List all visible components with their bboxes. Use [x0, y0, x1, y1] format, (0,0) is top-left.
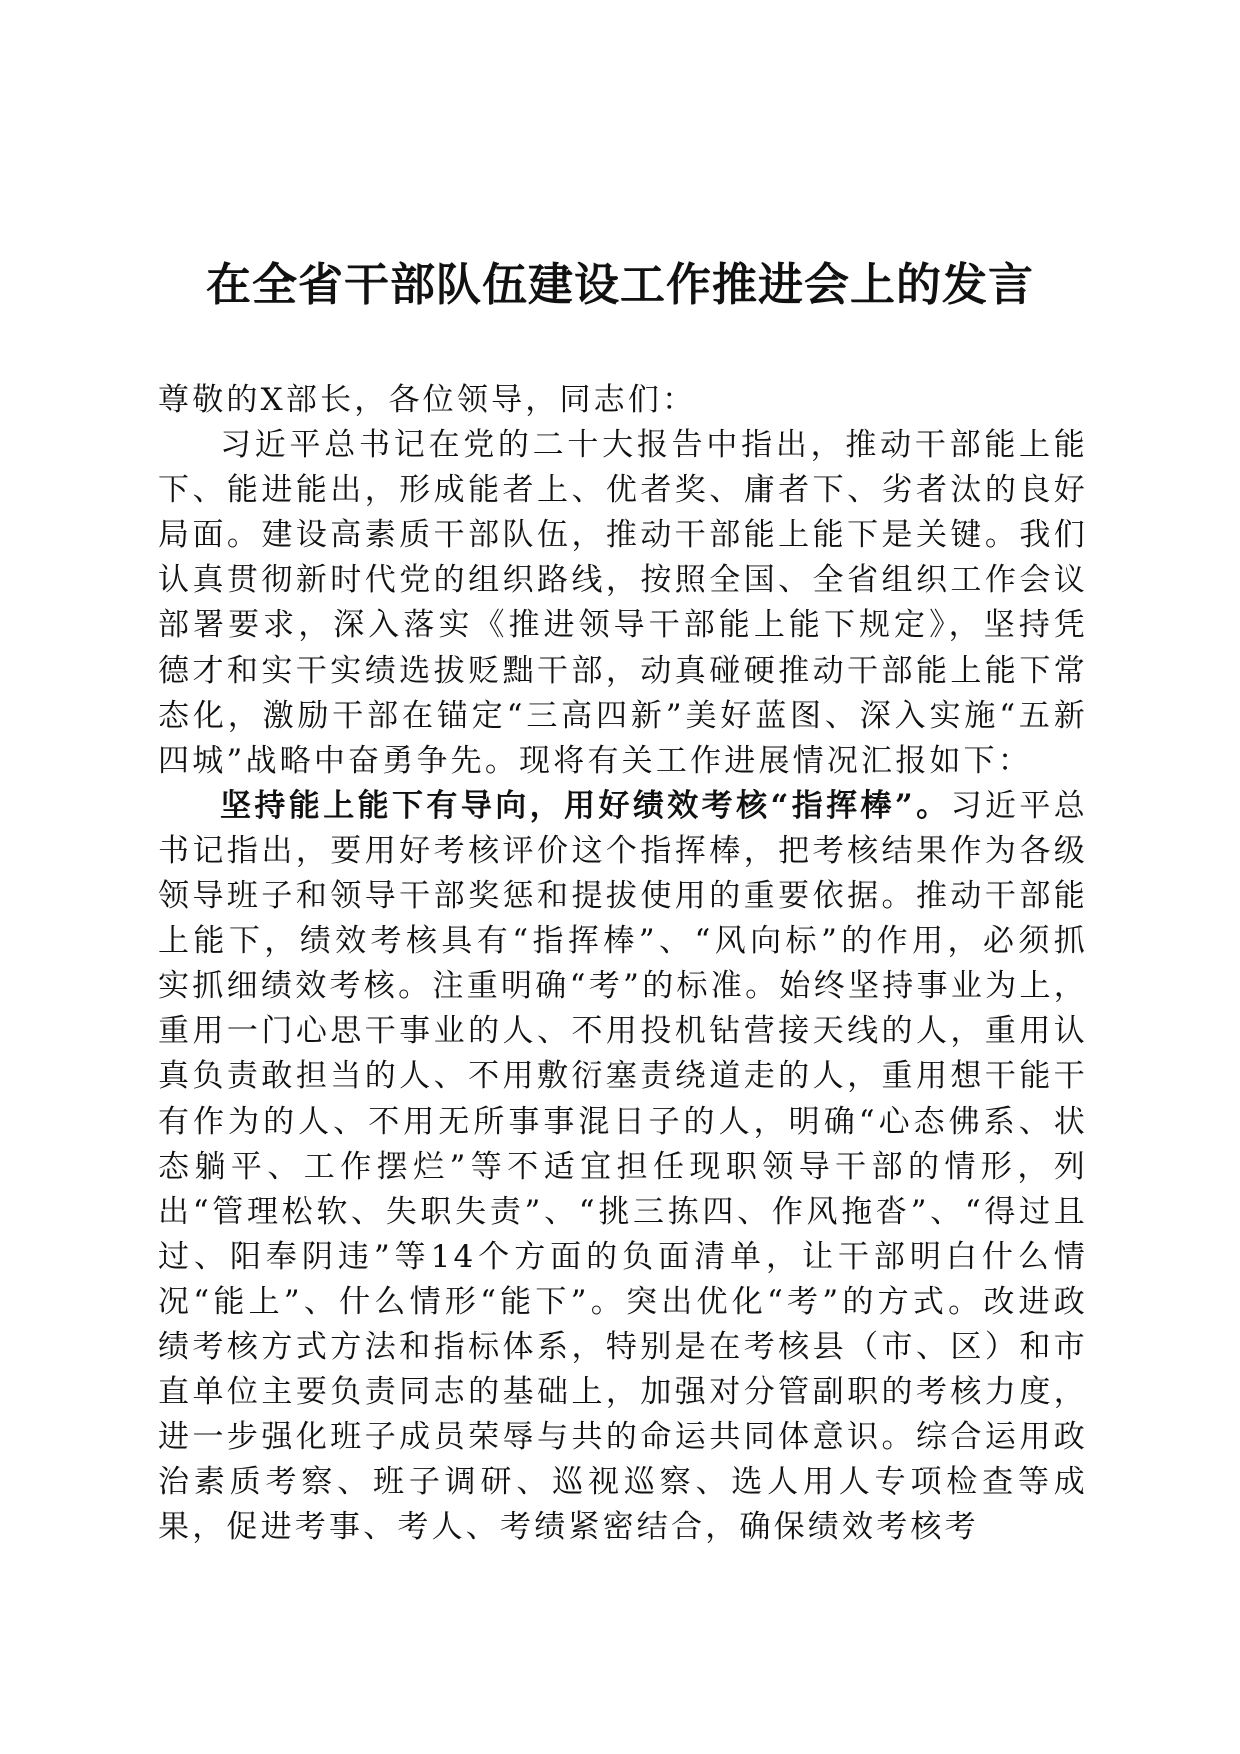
- paragraph-performance-text: 习近平总书记指出，要用好考核评价这个指挥棒，把考核结果作为各级领导班子和领导干部奖惩和提拔使用的重要依据。推动干部能上能下，绩效考核具有“指挥棒”、“风向标”的作用，必须抓实抓细绩效考核。注重明确“考”的标准。始终坚持事业为上，重用一门心思干事业的人、不用投机钻营接天线的人，重用认真负责敢担当的人、不用敷衍塞责绕道走的人，重用想干能干有作为的人、不用无所事事混日子的人，明确“心态佛系、状态躺平、工作摆烂”等不适宜担任现职领导干部的情形，列出“管理松软、失职失责”、“挑三拣四、作风拖沓”、“得过且过、阳奉阴违”等14个方面的负面清单，让干部明白什么情况“能上”、什么情形“能下”。突出优化“考”的方式。改进政绩考核方式方法和指标体系，特别是在考核县（市、区）和市直单位主要负责同志的基础上，加强对分管副职的考核力度，进一步强化班子成员荣辱与共的命运共同体意识。综合运用政治素质考察、班子调研、巡视巡察、选人用人专项检查等成果，促进考事、考人、考绩紧密结合，确保绩效考核考: [158, 787, 1088, 1546]
- paragraph-intro: [158, 423, 1088, 784]
- salutation: 尊敬的X部长，各位领导，同志们：: [158, 382, 697, 418]
- document-title: 在全省干部队伍建设工作推进会上的发言: [205, 258, 1034, 311]
- paragraph-lead-heading: 坚持能上能下有导向，用好绩效考核“指挥棒”。: [220, 787, 951, 824]
- paragraph-performance-assessment: [158, 784, 1088, 1551]
- paragraph-intro-text: 习近平总书记在党的二十大报告中指出，推动干部能上能下、能进能出，形成能者上、优者奖、庸者下、劣者汰的良好局面。建设高素质干部队伍，推动干部能上能下是关键。我们认真贯彻新时代党的组织路线，按照全国、全省组织工作会议部署要求，深入落实《推进领导干部能上能下规定》，坚持凭德才和实干实绩选拔贬黜干部，动真碰硬推动干部能上能下常态化，激励干部在锚定“三高四新”美好蓝图、深入实施“五新四城”战略中奋勇争先。现将有关工作进展情况汇报如下：: [158, 427, 1088, 779]
- document-body: [158, 378, 1088, 1550]
